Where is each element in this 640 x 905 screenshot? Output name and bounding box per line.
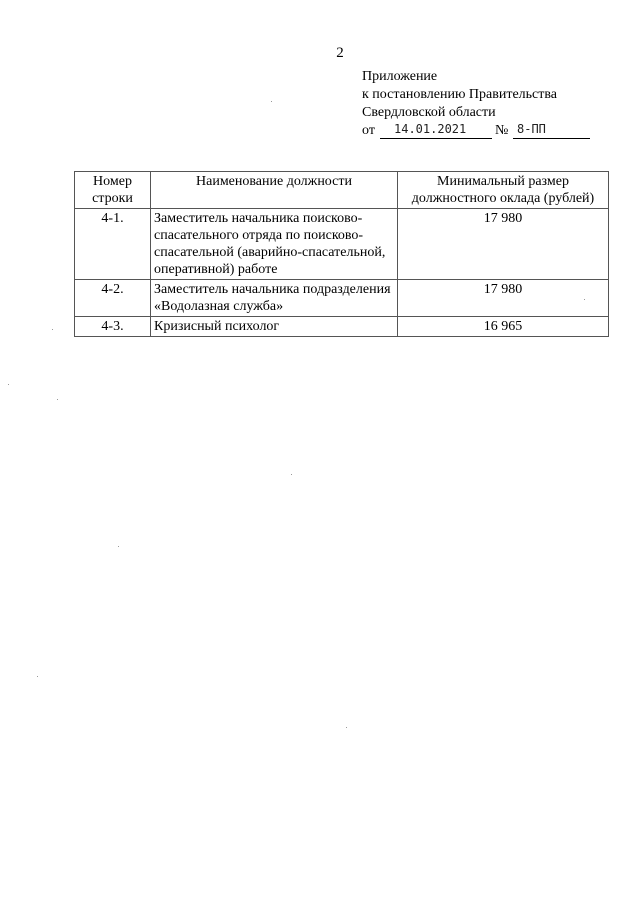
- minimum-salary: 17 980: [398, 280, 609, 317]
- decree-date-number-row: [362, 122, 557, 140]
- scan-speck: [346, 727, 347, 728]
- scan-speck: [118, 546, 119, 547]
- scan-speck: [584, 299, 585, 300]
- appendix-title: Приложение: [362, 69, 438, 84]
- scan-speck: [57, 399, 58, 400]
- table-row: [75, 209, 609, 280]
- minimum-salary: 16 965: [398, 317, 609, 337]
- scan-speck: [52, 329, 53, 330]
- appendix-header: [362, 68, 557, 140]
- page-number: 2: [336, 45, 344, 61]
- position-name: Заместитель начальника подразделения «Водолазная служба»: [151, 280, 398, 317]
- minimum-salary: 17 980: [398, 209, 609, 280]
- header-position-name: Наименование должности: [151, 172, 398, 209]
- salary-table: [74, 171, 609, 337]
- scan-speck: [291, 474, 292, 475]
- decree-number: 8-ПП: [513, 121, 590, 139]
- position-name: Кризисный психолог: [151, 317, 398, 337]
- number-prefix: №: [495, 123, 509, 138]
- table-header-row: [75, 172, 609, 209]
- scan-speck: [271, 101, 272, 102]
- position-name: Заместитель начальника поисково-спасательного отряда по поисково-спасательной (аварийно-спасательной, оперативной) работе: [151, 209, 398, 280]
- appendix-decree-line: к постановлению Правительства: [362, 87, 558, 102]
- row-number: 4-3.: [75, 317, 151, 337]
- header-minimum-salary: Минимальный размер должностного оклада (рублей): [398, 172, 609, 209]
- decree-date: 14.01.2021: [380, 121, 492, 139]
- table-row: [75, 317, 609, 337]
- row-number: 4-2.: [75, 280, 151, 317]
- row-number: 4-1.: [75, 209, 151, 280]
- scan-speck: [8, 384, 9, 385]
- date-prefix: от: [362, 123, 375, 138]
- header-row-number: Номер строки: [75, 172, 151, 209]
- table-row: [75, 280, 609, 317]
- scan-speck: [37, 676, 38, 677]
- appendix-region-line: Свердловской области: [362, 105, 496, 120]
